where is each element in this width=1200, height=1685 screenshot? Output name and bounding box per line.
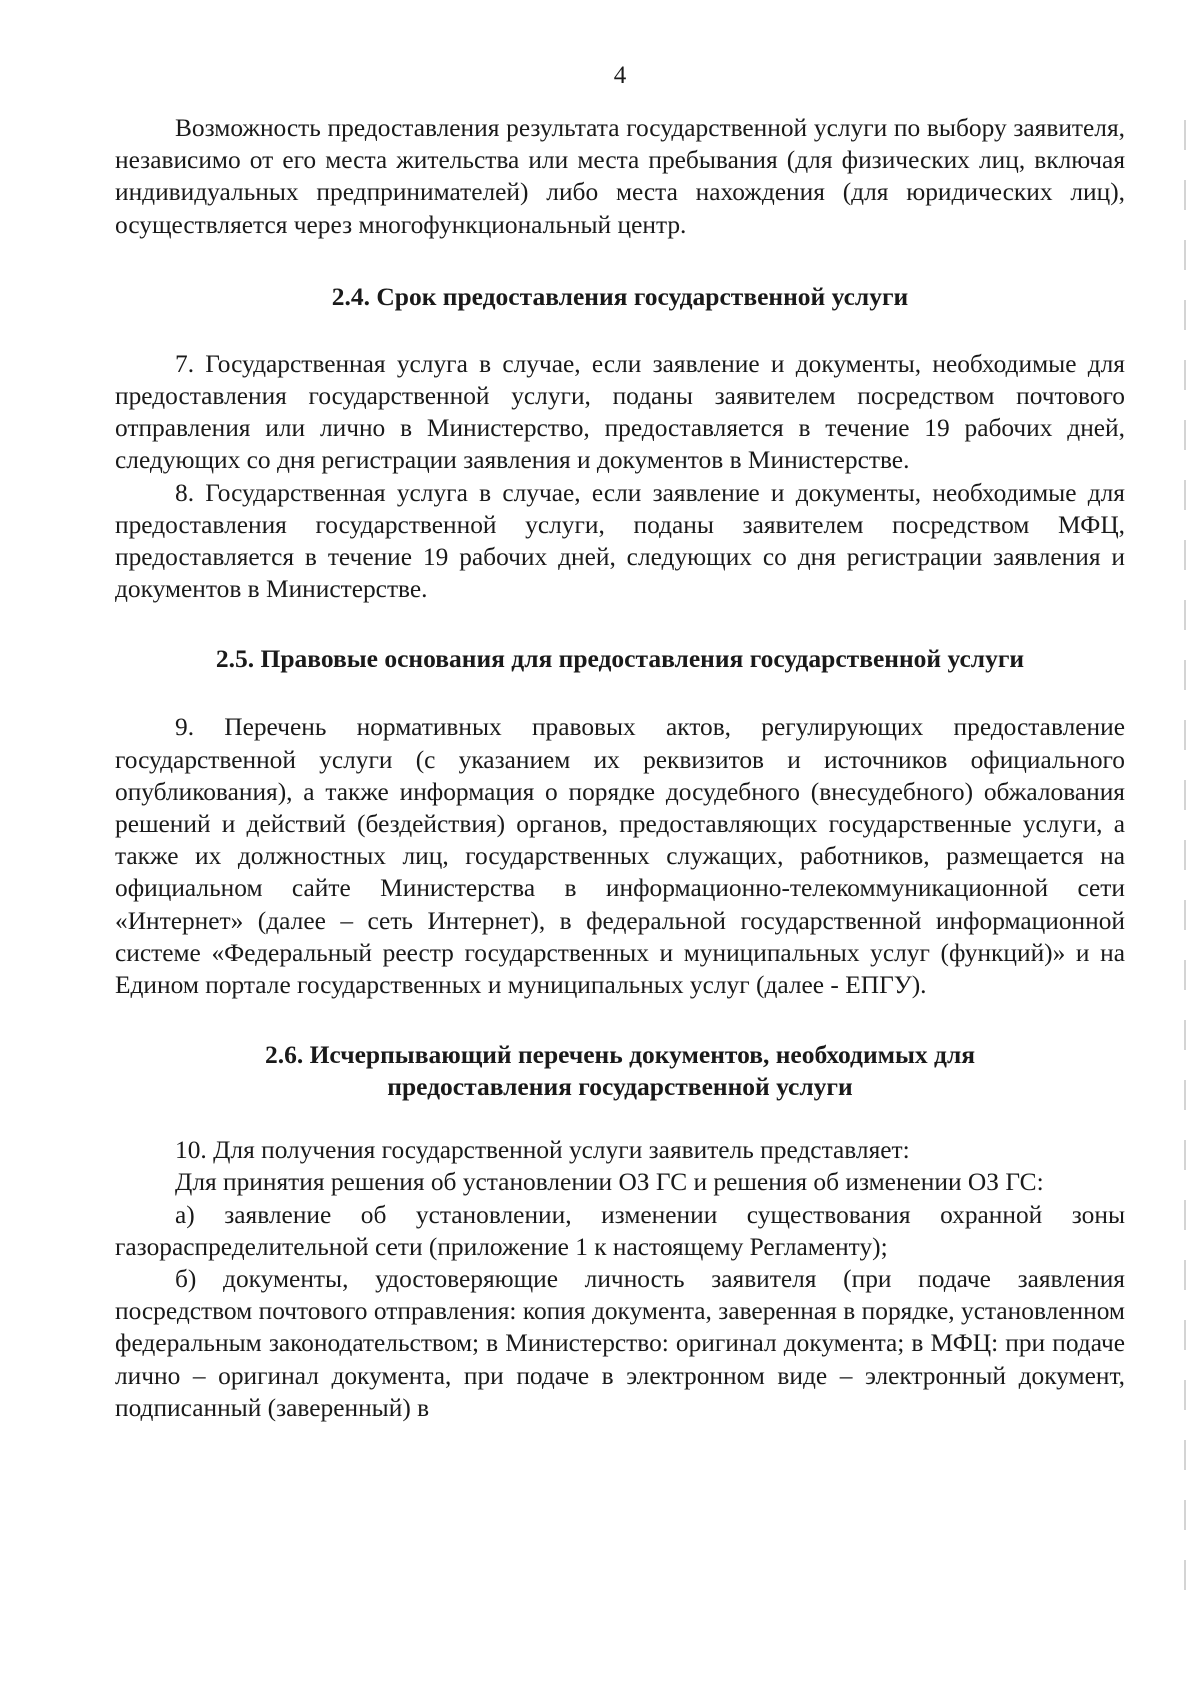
list-item-b: б) документы, удостоверяющие личность заявителя (при подаче заявления посредством почтового отправления: копия документа, заверенная в порядке, установленном федеральным законодательством; в Министерство: оригинал документа; в МФЦ: при подаче лично – оригинал документа, при подаче в электронном виде – электронный документ, подписанный (заверенный) в (115, 1265, 1125, 1422)
page-number: 4 (613, 62, 627, 89)
paragraph-7: 7. Государственная услуга в случае, если заявление и документы, необходимые для предоставления государственной услуги, поданы заявителем посредством почтового отправления или лично в Министерство, предоставляется в течение 19 рабочих дней, следующих со дня регистрации заявления и документов в Министерстве. (115, 349, 1125, 475)
paragraph-10-subheading: Для принятия решения об установлении ОЗ ГС и решения об изменении ОЗ ГС: (175, 1168, 1044, 1197)
document-body (115, 112, 1125, 1424)
paragraph-8: 8. Государственная услуга в случае, если заявление и документы, необходимые для предоставления государственной услуги, поданы заявителем посредством МФЦ, предоставляется в течение 19 рабочих дней, следующих со дня регистрации заявления и документов в Министерстве. (115, 478, 1125, 604)
list-item-a: а) заявление об установлении, изменении существования охранной зоны газораспределительной сети (приложение 1 к настоящему Регламенту); (115, 1200, 1125, 1261)
section-2-4-heading: 2.4. Срок предоставления государственной услуги (331, 281, 909, 311)
paragraph-9: 9. Перечень нормативных правовых актов, регулирующих предоставление государственной услуги (с указанием их реквизитов и источников официального опубликования), а также информация о порядке досудебного (внесудебного) обжалования решений и действий (бездействия) органов, предоставляющих государственные услуги, а также их должностных лиц, государственных служащих, работников, размещается на официальном сайте Министерства в информационно-телекоммуникационной сети «Интернет» (далее – сеть Интернет), в федеральной государственной информационной системе «Федеральный реестр государственных и муниципальных услуг (функций)» и на Едином портале государственных и муниципальных услуг (далее - ЕПГУ). (115, 713, 1125, 1000)
intro-paragraph: Возможность предоставления результата государственной услуги по выбору заявителя, независимо от его места жительства или места пребывания (для физических лиц, включая индивидуальных предпринимателей) либо места нахождения (для юридических лиц), осуществляется через многофункциональный центр. (115, 114, 1125, 239)
section-2-5-heading: 2.5. Правовые основания для предоставления государственной услуги (215, 644, 1025, 674)
scan-edge-marks (1184, 120, 1186, 1620)
paragraph-10: 10. Для получения государственной услуги заявитель представляет: (175, 1136, 910, 1165)
section-2-6-heading: 2.6. Исчерпывающий перечень документов, необходимых для предоставления государственной услуги (264, 1040, 976, 1102)
